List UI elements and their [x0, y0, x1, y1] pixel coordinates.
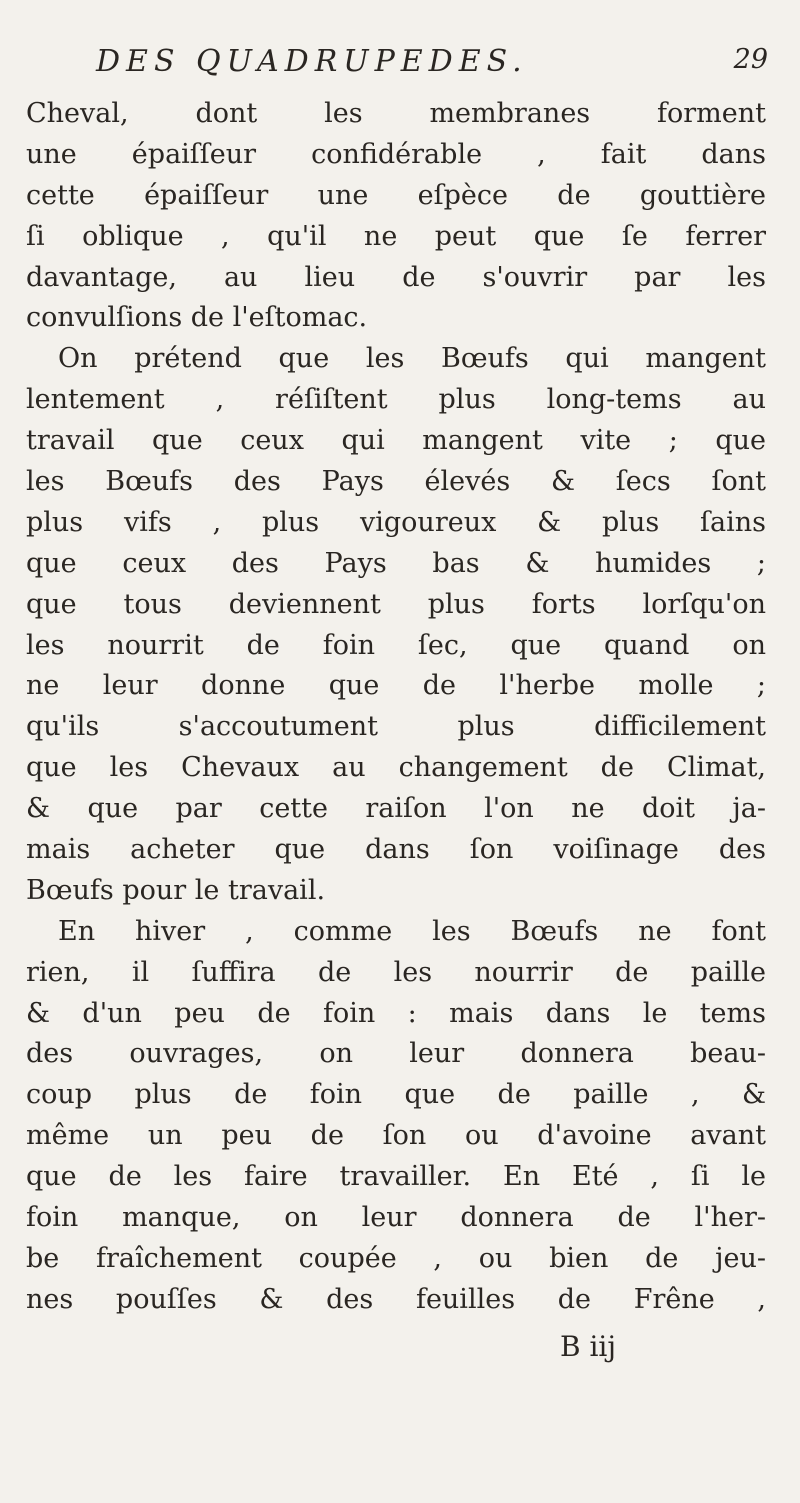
text-line: qu'ils s'accoutument plus difficilement: [26, 711, 766, 743]
text-line: Bœufs pour le travail.: [26, 874, 326, 906]
text-line: plus vifs , plus vigoureux & plus ſains: [26, 506, 766, 538]
text-line: les nourrit de foin ſec, que quand on: [26, 629, 766, 661]
text-line: nes pouſſes & des feuilles de Frêne ,: [26, 1283, 766, 1315]
text-line: travail que ceux qui mangent vite ; que: [26, 425, 766, 457]
text-line: On prétend que les Bœufs qui mangent: [58, 343, 766, 375]
text-line: ſi oblique , qu'il ne peut que ſe ferrer: [26, 220, 766, 252]
body-text: [26, 94, 766, 1321]
running-head-title: DES QUADRUPEDES.: [96, 44, 528, 79]
text-line: les Bœufs des Pays élevés & ſecs ſont: [26, 466, 766, 498]
text-line: coup plus de foin que de paille , &: [26, 1079, 766, 1111]
page-number: 29: [733, 44, 768, 75]
text-line: & que par cette raiſon l'on ne doit ja-: [26, 793, 766, 825]
text-line: même un peu de ſon ou d'avoine avant: [26, 1120, 766, 1152]
text-line: Cheval, dont les membranes forment: [26, 98, 766, 129]
text-line: lentement , réſiſtent plus long-tems au: [26, 384, 766, 416]
text-line: foin manque, on leur donnera de l'her-: [26, 1202, 766, 1234]
text-line: que de les faire travailler. En Eté , ſi le: [26, 1161, 766, 1193]
text-line: rien, il ſuffira de les nourrir de paille: [26, 956, 766, 988]
text-line: be fraîchement coupée , ou bien de jeu-: [26, 1242, 766, 1274]
text-line: En hiver , comme les Bœufs ne font: [58, 915, 766, 947]
text-line: que ceux des Pays bas & humides ;: [26, 547, 766, 579]
text-line: mais acheter que dans ſon voiſinage des: [26, 834, 766, 866]
text-line: davantage, au lieu de s'ouvrir par les: [26, 261, 766, 293]
text-line: des ouvrages, on leur donnera beau-: [26, 1038, 766, 1070]
text-line: ne leur donne que de l'herbe molle ;: [26, 670, 766, 702]
text-line: cette épaiſſeur une eſpèce de gouttière: [26, 179, 766, 211]
text-line: que les Chevaux au changement de Climat,: [26, 752, 766, 784]
signature-mark: B iij: [560, 1330, 617, 1363]
text-line: convulſions de l'eſtomac.: [26, 302, 368, 334]
running-head: [96, 44, 768, 92]
text-line: & d'un peu de foin : mais dans le tems: [26, 997, 766, 1029]
text-line: que tous deviennent plus forts lorſqu'on: [26, 588, 766, 620]
text-line: une épaiſſeur confidérable , fait dans: [26, 138, 766, 170]
